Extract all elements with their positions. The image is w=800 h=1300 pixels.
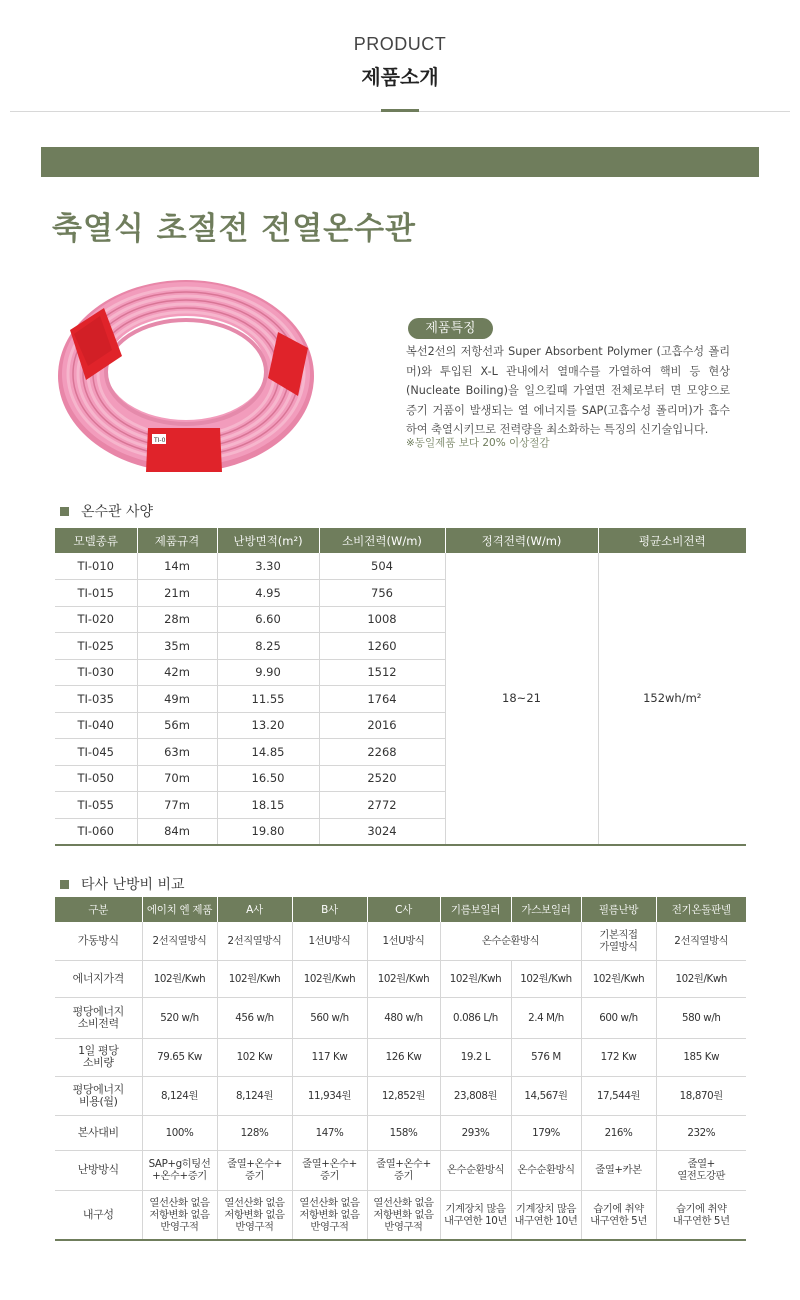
spec-section-label: 온수관 사양 xyxy=(81,504,154,520)
compare-cell: 줄열+온수+ 증기 xyxy=(367,1150,440,1190)
spec-header-average: 평균소비전력 xyxy=(598,528,746,553)
compare-row-label: 평당에너지 비용(월) xyxy=(55,1076,142,1115)
spec-cell: 1260 xyxy=(319,633,445,660)
section-band xyxy=(41,147,759,177)
feature-description: 복선2선의 저항선과 Super Absorbent Polymer (고흡수성 폴리머)와 투입된 X-L 관내에서 열매수를 가열하여 핵비 등 현상(Nucleate Boiling)을 일으킬때 가열면 전체로부터 면 모양으로 증기 거품이 발생되는 열 에너지를 SAP(고흡수성 폴리머)가 흡수하여 축열시키므로 전력량을 최소화하는 특징의 신기술입니다. xyxy=(406,345,730,436)
compare-cell: 줄열+온수+ 증기 xyxy=(217,1150,292,1190)
compare-cell: 1선U방식 xyxy=(367,922,440,960)
header-divider-accent xyxy=(381,109,419,112)
compare-cell: 185 Kw xyxy=(656,1038,746,1076)
compare-row-ratio xyxy=(55,1115,746,1150)
compare-header-row xyxy=(55,897,746,922)
coil-label: TI-0 xyxy=(154,437,166,444)
compare-cell: 온수순환방식 xyxy=(440,922,581,960)
spec-cell: TI-050 xyxy=(55,765,137,792)
compare-row-monthly-cost xyxy=(55,1076,746,1115)
bullet-square-icon xyxy=(60,507,69,516)
spec-table xyxy=(55,528,746,846)
compare-cell: 560 w/h xyxy=(292,997,367,1038)
spec-cell: 16.50 xyxy=(217,765,319,792)
product-title: 축열식 초절전 전열온수관 xyxy=(52,211,416,247)
compare-cell: 2.4 M/h xyxy=(511,997,581,1038)
spec-cell: 84m xyxy=(137,818,217,845)
spec-header-row xyxy=(55,528,746,553)
compare-cell: 147% xyxy=(292,1115,367,1150)
spec-cell: 35m xyxy=(137,633,217,660)
compare-cell: 줄열+온수+ 증기 xyxy=(292,1150,367,1190)
spec-cell: TI-020 xyxy=(55,606,137,633)
spec-cell: TI-010 xyxy=(55,553,137,580)
compare-cell: 기본직접 가열방식 xyxy=(581,922,656,960)
compare-cell: 17,544원 xyxy=(581,1076,656,1115)
spec-header-rated: 정격전력(W/m) xyxy=(445,528,598,553)
compare-header-gas: 가스보일러 xyxy=(511,897,581,922)
spec-cell: 63m xyxy=(137,739,217,766)
compare-cell: 열선산화 없음 저항변화 없음 반영구적 xyxy=(292,1190,367,1240)
compare-cell: 기계장치 많음 내구연한 10년 xyxy=(511,1190,581,1240)
spec-header-length: 제품규격 xyxy=(137,528,217,553)
compare-header-category: 구분 xyxy=(55,897,142,922)
spec-cell: TI-030 xyxy=(55,659,137,686)
spec-average-power: 152wh/m² xyxy=(598,553,746,845)
spec-header-consumption: 소비전력(W/m) xyxy=(319,528,445,553)
spec-cell: TI-025 xyxy=(55,633,137,660)
spec-header-model: 모델종류 xyxy=(55,528,137,553)
spec-cell: TI-035 xyxy=(55,686,137,713)
compare-section-title xyxy=(60,874,185,894)
spec-cell: 6.60 xyxy=(217,606,319,633)
header-eng-title: PRODUCT xyxy=(353,34,447,54)
compare-row-label: 내구성 xyxy=(55,1190,142,1240)
compare-cell: 습기에 취약 내구연한 5년 xyxy=(656,1190,746,1240)
feature-badge: 제품특징 xyxy=(408,318,493,339)
compare-cell: SAP+g히팅선 +온수+증기 xyxy=(142,1150,217,1190)
spec-rated-power: 18~21 xyxy=(445,553,598,845)
compare-row-daily-usage xyxy=(55,1038,746,1076)
spec-cell: 19.80 xyxy=(217,818,319,845)
compare-cell: 100% xyxy=(142,1115,217,1150)
compare-cell: 23,808원 xyxy=(440,1076,511,1115)
compare-row-operation xyxy=(55,922,746,960)
hose-coil-image xyxy=(52,268,320,478)
spec-cell: 2268 xyxy=(319,739,445,766)
spec-row xyxy=(55,553,746,580)
compare-row-label: 1일 평당 소비량 xyxy=(55,1038,142,1076)
compare-cell: 열선산화 없음 저항변화 없음 반영구적 xyxy=(367,1190,440,1240)
compare-cell: 8,124원 xyxy=(142,1076,217,1115)
compare-header-b: B사 xyxy=(292,897,367,922)
spec-cell: 42m xyxy=(137,659,217,686)
compare-header-film: 필름난방 xyxy=(581,897,656,922)
compare-row-label: 에너지가격 xyxy=(55,960,142,997)
spec-cell: 18.15 xyxy=(217,792,319,819)
spec-cell: 9.90 xyxy=(217,659,319,686)
compare-cell: 습기에 취약 내구연한 5년 xyxy=(581,1190,656,1240)
compare-cell: 158% xyxy=(367,1115,440,1150)
compare-cell: 580 w/h xyxy=(656,997,746,1038)
compare-row-durability xyxy=(55,1190,746,1240)
compare-row-label: 가동방식 xyxy=(55,922,142,960)
compare-cell: 600 w/h xyxy=(581,997,656,1038)
comparison-table xyxy=(55,897,746,1241)
spec-cell: 77m xyxy=(137,792,217,819)
spec-cell: 49m xyxy=(137,686,217,713)
compare-cell: 11,934원 xyxy=(292,1076,367,1115)
compare-cell: 102원/Kwh xyxy=(217,960,292,997)
bullet-square-icon xyxy=(60,880,69,889)
compare-cell: 19.2 L xyxy=(440,1038,511,1076)
compare-row-energy-price xyxy=(55,960,746,997)
compare-cell: 102원/Kwh xyxy=(367,960,440,997)
compare-cell: 126 Kw xyxy=(367,1038,440,1076)
compare-header-panel: 전기온돌판넬 xyxy=(656,897,746,922)
compare-cell: 117 Kw xyxy=(292,1038,367,1076)
compare-cell: 520 w/h xyxy=(142,997,217,1038)
spec-cell: 14m xyxy=(137,553,217,580)
compare-cell: 14,567원 xyxy=(511,1076,581,1115)
compare-cell: 온수순환방식 xyxy=(440,1150,511,1190)
compare-cell: 102원/Kwh xyxy=(440,960,511,997)
compare-cell: 줄열+ 열전도강판 xyxy=(656,1150,746,1190)
compare-row-label: 평당에너지 소비전력 xyxy=(55,997,142,1038)
spec-cell: 56m xyxy=(137,712,217,739)
compare-header-oil: 기름보일러 xyxy=(440,897,511,922)
compare-cell: 79.65 Kw xyxy=(142,1038,217,1076)
compare-cell: 102원/Kwh xyxy=(581,960,656,997)
spec-cell: 3.30 xyxy=(217,553,319,580)
spec-cell: 756 xyxy=(319,580,445,607)
compare-cell: 172 Kw xyxy=(581,1038,656,1076)
spec-cell: TI-040 xyxy=(55,712,137,739)
spec-cell: TI-060 xyxy=(55,818,137,845)
spec-cell: 28m xyxy=(137,606,217,633)
compare-cell: 480 w/h xyxy=(367,997,440,1038)
feature-note: ※동일제품 보다 20% 이상절감 xyxy=(406,437,550,449)
compare-cell: 2선직열방식 xyxy=(217,922,292,960)
spec-cell: 13.20 xyxy=(217,712,319,739)
spec-cell: 70m xyxy=(137,765,217,792)
spec-cell: 3024 xyxy=(319,818,445,845)
spec-cell: TI-045 xyxy=(55,739,137,766)
spec-cell: TI-055 xyxy=(55,792,137,819)
compare-cell: 293% xyxy=(440,1115,511,1150)
spec-section-title xyxy=(60,501,153,521)
compare-cell: 216% xyxy=(581,1115,656,1150)
compare-header-a: A사 xyxy=(217,897,292,922)
compare-cell: 2선직열방식 xyxy=(142,922,217,960)
spec-cell: 2772 xyxy=(319,792,445,819)
compare-cell: 102원/Kwh xyxy=(656,960,746,997)
spec-cell: 2520 xyxy=(319,765,445,792)
compare-row-label: 본사대비 xyxy=(55,1115,142,1150)
spec-cell: 504 xyxy=(319,553,445,580)
compare-row-consumption-power xyxy=(55,997,746,1038)
compare-cell: 102원/Kwh xyxy=(142,960,217,997)
compare-cell: 102 Kw xyxy=(217,1038,292,1076)
spec-cell: 1008 xyxy=(319,606,445,633)
spec-cell: 2016 xyxy=(319,712,445,739)
compare-cell: 179% xyxy=(511,1115,581,1150)
compare-cell: 576 M xyxy=(511,1038,581,1076)
compare-cell: 0.086 L/h xyxy=(440,997,511,1038)
compare-cell: 줄열+카본 xyxy=(581,1150,656,1190)
spec-cell: TI-015 xyxy=(55,580,137,607)
spec-cell: 4.95 xyxy=(217,580,319,607)
compare-row-label: 난방방식 xyxy=(55,1150,142,1190)
compare-cell: 12,852원 xyxy=(367,1076,440,1115)
compare-cell: 456 w/h xyxy=(217,997,292,1038)
compare-cell: 온수순환방식 xyxy=(511,1150,581,1190)
compare-cell: 8,124원 xyxy=(217,1076,292,1115)
spec-cell: 1512 xyxy=(319,659,445,686)
spec-cell: 8.25 xyxy=(217,633,319,660)
compare-header-hn: 에이치 엔 제품 xyxy=(142,897,217,922)
spec-cell: 1764 xyxy=(319,686,445,713)
compare-cell: 18,870원 xyxy=(656,1076,746,1115)
spec-cell: 21m xyxy=(137,580,217,607)
page-header xyxy=(0,0,800,90)
compare-section-label: 타사 난방비 비교 xyxy=(81,877,185,893)
compare-cell: 102원/Kwh xyxy=(511,960,581,997)
compare-cell: 2선직열방식 xyxy=(656,922,746,960)
compare-row-heating-method xyxy=(55,1150,746,1190)
spec-header-area: 난방면적(m²) xyxy=(217,528,319,553)
compare-cell: 232% xyxy=(656,1115,746,1150)
compare-cell: 102원/Kwh xyxy=(292,960,367,997)
compare-cell: 열선산화 없음 저항변화 없음 반영구적 xyxy=(142,1190,217,1240)
compare-cell: 128% xyxy=(217,1115,292,1150)
spec-cell: 11.55 xyxy=(217,686,319,713)
spec-cell: 14.85 xyxy=(217,739,319,766)
header-kor-title: 제품소개 xyxy=(361,65,439,89)
compare-header-c: C사 xyxy=(367,897,440,922)
compare-cell: 열선산화 없음 저항변화 없음 반영구적 xyxy=(217,1190,292,1240)
compare-cell: 기계장치 많음 내구연한 10년 xyxy=(440,1190,511,1240)
compare-cell: 1선U방식 xyxy=(292,922,367,960)
